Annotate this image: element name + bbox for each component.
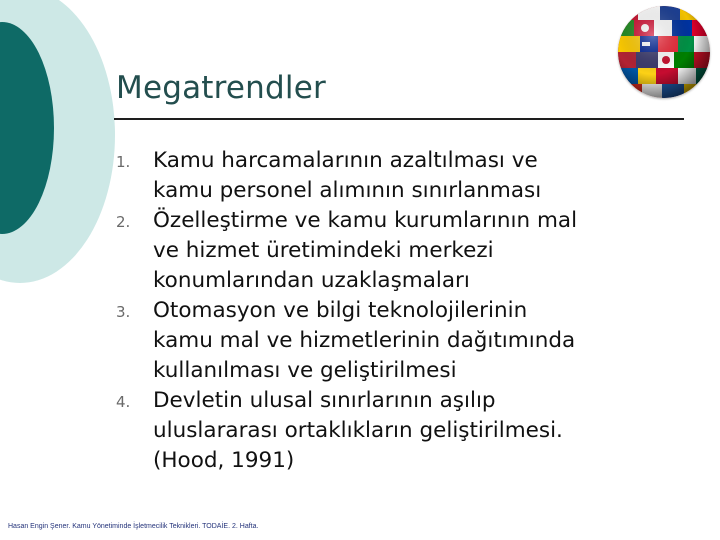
list-item-text: Devletin ulusal sınırlarının aşılıp: [153, 388, 496, 413]
list-item-text: kamu personel alımının sınırlanması: [153, 178, 542, 203]
list-number: 4.: [116, 393, 131, 411]
list-item-text: kullanılması ve geliştirilmesi: [153, 358, 457, 383]
list-item-text: Kamu harcamalarının azaltılması ve: [153, 148, 538, 173]
list-item-text: Otomasyon ve bilgi teknolojilerinin: [153, 298, 528, 323]
footer-citation: Hasan Engin Şener. Kamu Yönetiminde İşletmecilik Teknikleri. TODAİE. 2. Hafta.: [8, 523, 259, 530]
list-item: [112, 386, 672, 476]
list-item-text: uluslararası ortaklıkların geliştirilmesi.: [153, 418, 563, 443]
list-number: 3.: [116, 303, 131, 321]
list-number: 1.: [116, 153, 131, 171]
list-item-text: ve hizmet üretimindeki merkezi: [153, 238, 494, 263]
list-item-text: kamu mal ve hizmetlerinin dağıtımında: [153, 328, 576, 353]
title-divider: [114, 118, 684, 120]
list-item-text: (Hood, 1991): [153, 448, 295, 473]
list-number: 2.: [116, 213, 131, 231]
numbered-list: [112, 146, 672, 476]
list-item-text: konumlarından uzaklaşmaları: [153, 268, 470, 293]
slide-title: Megatrendler: [116, 70, 326, 106]
flag-globe-icon: [618, 6, 710, 98]
teal-circle-decoration: [0, 0, 120, 300]
list-item: [112, 206, 672, 296]
list-item-text: Özelleştirme ve kamu kurumlarının mal: [153, 208, 578, 233]
list-item: [112, 146, 672, 206]
list-item: [112, 296, 672, 386]
